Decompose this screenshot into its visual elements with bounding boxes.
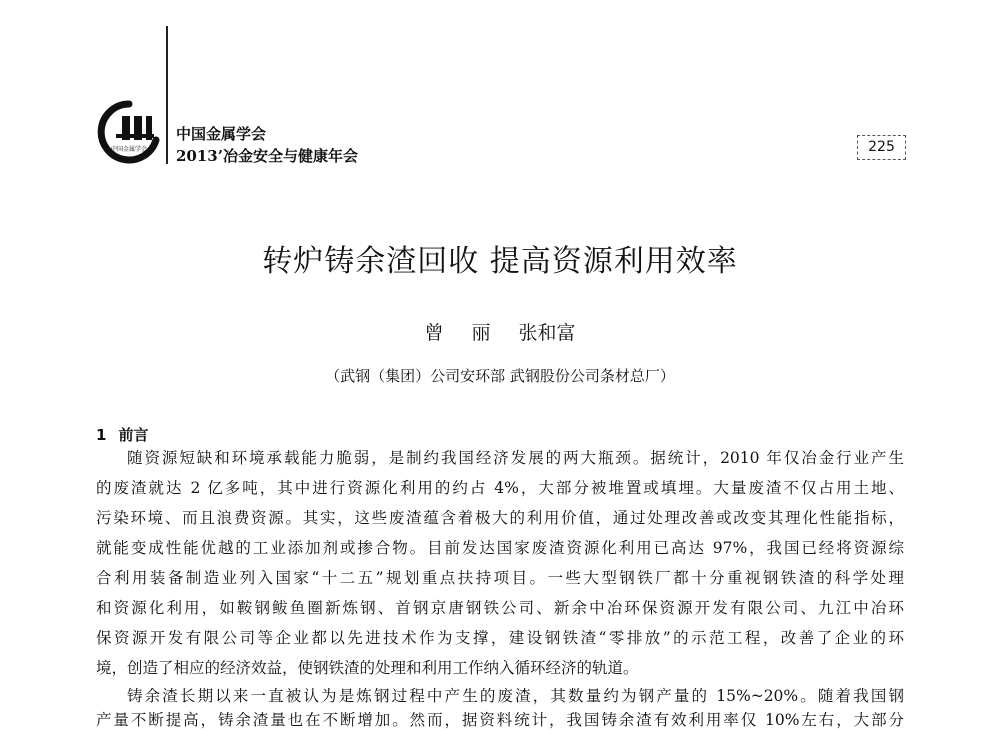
body-line: 污染环境、而且浪费资源。其实，这些废渣蕴含着极大的利用价值，通过处理改善或改变其理化性能指标， (96, 509, 904, 527)
header-divider (166, 26, 168, 164)
paper-authors: 曾 丽 张和富 (424, 322, 576, 344)
header-org-block (176, 123, 358, 167)
page-number: 225 (857, 135, 906, 160)
body-line: 就能变成性能优越的工业添加剂或掺合物。目前发达国家废渣资源化利用已高达 97%，我国已经将资源综 (96, 539, 904, 557)
section-heading (96, 424, 148, 445)
body-line: 铸余渣长期以来一直被认为是炼钢过程中产生的废渣，其数量约为钢产量的 15%~20%。随着我国钢 (127, 687, 904, 705)
section-number: 1 (96, 426, 107, 444)
org-name: 中国金属学会 (176, 125, 267, 143)
section-title: 前言 (118, 426, 149, 444)
paper-affiliation: （武钢（集团）公司安环部 武钢股份公司条材总厂） (325, 367, 675, 385)
body-line: 和资源化利用，如鞍钢鲅鱼圈新炼钢、首钢京唐钢铁公司、新余中冶环保资源开发有限公司、九江中冶环 (96, 599, 904, 617)
body-line: 合利用装备制造业列入国家“十二五”规划重点扶持项目。一些大型钢铁厂都十分重视钢铁渣的科学处理 (96, 569, 904, 587)
body-line: 随资源短缺和环境承载能力脆弱，是制约我国经济发展的两大瓶颈。据统计，2010 年仅冶金行业产生 (127, 449, 904, 467)
logo-caption: 中国金属学会 (110, 146, 148, 153)
paper-title: 转炉铸余渣回收 提高资源利用效率 (262, 244, 738, 279)
conference-name: 2013’冶金安全与健康年会 (176, 147, 358, 165)
body-line: 境，创造了相应的经济效益，使钢铁渣的处理和利用工作纳入循环经济的轨道。 (96, 659, 639, 677)
society-logo (96, 100, 162, 164)
body-line: 产量不断提高，铸余渣量也在不断增加。然而，据资料统计，我国铸余渣有效利用率仅 10%左右，大部分 (96, 711, 904, 729)
body-line: 保资源开发有限公司等企业都以先进技术作为支撑，建设钢铁渣“零排放”的示范工程，改善了企业的环 (96, 629, 904, 647)
body-line: 的废渣就达 2 亿多吨，其中进行资源化利用的约占 4%，大部分被堆置或填埋。大量废渣不仅占用土地、 (96, 479, 904, 497)
